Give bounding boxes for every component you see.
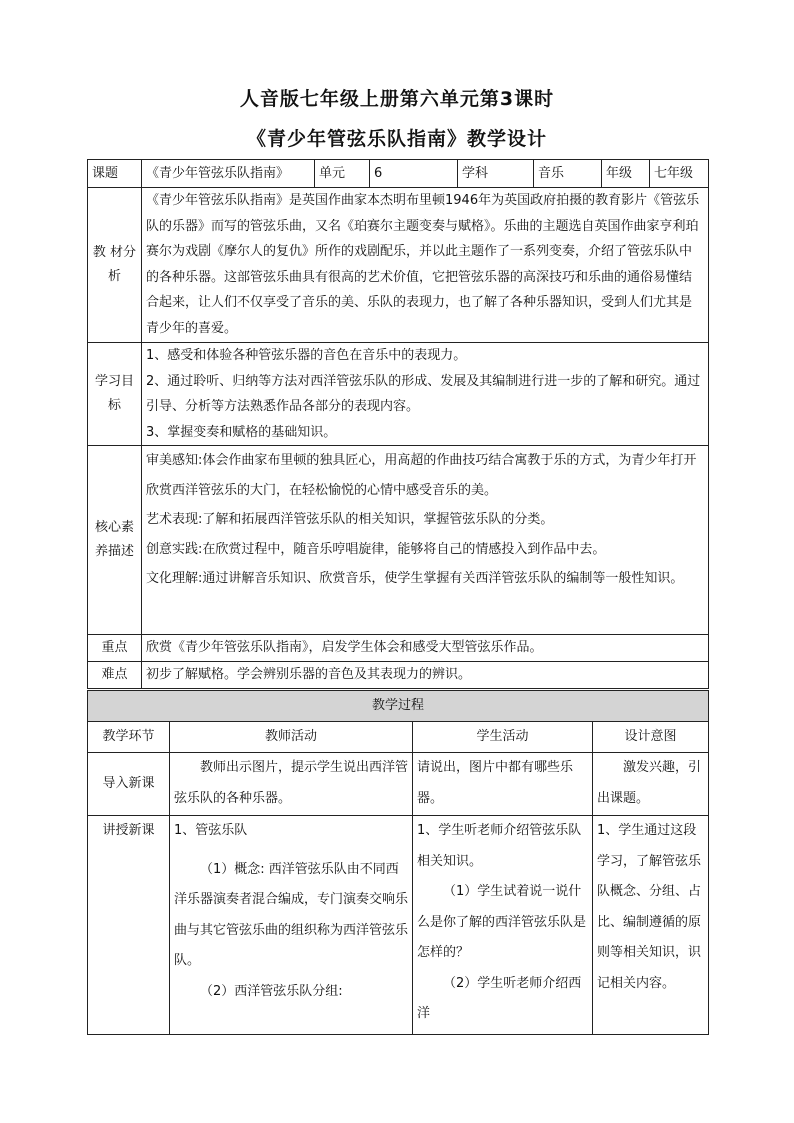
col-header-student: 学生活动 [413,722,593,753]
subject-value: 音乐 [534,160,602,188]
objectives-cell [142,343,709,446]
lecture-stage: 讲授新课 [88,816,170,1035]
topic-label: 课题 [88,160,142,188]
literacy-item: 审美感知:体会作曲家布里顿的独具匠心，用高超的作曲技巧结合寓教于乐的方式，为青少年打开欣赏西洋管弦乐的大门，在轻松愉悦的心情中感受音乐的美。 [146,453,697,498]
material-label: 教 材分析 [88,188,142,343]
topic-value: 《青少年管弦乐队指南》 [142,160,315,188]
intro-intent: 激发兴趣，引出课题。 [593,753,709,816]
material-text: 《青少年管弦乐队指南》是英国作曲家本杰明布里顿1946年为英国政府拍摄的教育影片《管弦乐队的乐器》而写的管弦乐曲，又名《珀赛尔主题变奏与赋格》。乐曲的主题选自英国作曲家亨利珀赛尔为戏剧《摩尔人的复仇》所作的戏剧配乐，并以此主题作了一系列变奏，介绍了管弦乐队中的各种乐器。这部管弦乐曲具有很高的艺术价值，它把管弦乐器的高深技巧和乐曲的通俗易懂结合起来，让人们不仅享受了音乐的美、乐队的表现力，也了解了各种乐器知识，受到人们尤其是青少年的喜爱。 [142,188,709,343]
process-title: 教学过程 [88,691,709,722]
key-point-label: 重点 [88,635,142,662]
subject-label: 学科 [458,160,534,188]
teacher-step: （2）西洋管弦乐队分组: [200,983,343,999]
document-title: 人音版七年级上册第六单元第3课时 [239,88,555,110]
document-subtitle: 《青少年管弦乐队指南》教学设计 [246,128,547,150]
student-step: （1）学生试着说一说什么是你了解的西洋管弦乐队是怎样的？ [417,884,587,960]
unit-label: 单元 [315,160,370,188]
col-header-stage: 教学环节 [88,722,170,753]
grade-label: 年级 [602,160,650,188]
student-step: （2）学生听老师介绍西洋 [417,975,582,1021]
literacy-item: 艺术表现:了解和拓展西洋管弦乐队的相关知识，掌握管弦乐队的分类。 [146,512,554,527]
unit-value: 6 [370,160,458,188]
intro-teacher: 教师出示图片，提示学生说出西洋管弦乐队的各种乐器。 [170,753,413,816]
intro-stage: 导入新课 [88,753,170,816]
key-point-text: 欣赏《青少年管弦乐队指南》，启发学生体会和感受大型管弦乐作品。 [142,635,709,662]
col-header-intent: 设计意图 [593,722,709,753]
intro-student: 请说出，图片中都有哪些乐器。 [413,753,593,816]
student-step: 1、学生听老师介绍管弦乐队相关知识。 [417,823,582,869]
literacy-item: 创意实践:在欣赏过程中，随音乐哼唱旋律，能够将自己的情感投入到作品中去。 [146,541,606,557]
grade-value: 七年级 [650,160,709,188]
process-table [87,690,709,1035]
objectives-label: 学习目标 [88,343,142,446]
literacy-label: 核心素养描述 [88,446,142,635]
lecture-student [413,816,593,1035]
objective-item: 2、通过聆听、归纳等方法对西洋管弦乐队的形成、发展及其编制进行进一步的了解和研究。通过引导、分析等方法熟悉作品各部分的表现内容。 [146,373,701,414]
lecture-teacher [170,816,413,1035]
difficulty-text: 初步了解赋格。学会辨别乐器的音色及其表现力的辨识。 [142,662,709,689]
teacher-step: （1）概念: 西洋管弦乐队由不同西洋乐器演奏者混合编成，专门演奏交响乐曲与其它管弦乐曲的组织称为西洋管弦乐队。 [174,861,409,968]
literacy-item: 文化理解:通过讲解音乐知识、欣赏音乐，使学生掌握有关西洋管弦乐队的编制等一般性知识。 [146,571,684,586]
teacher-step: 1、管弦乐队 [174,823,248,838]
difficulty-label: 难点 [88,662,142,689]
info-table [87,159,709,689]
lecture-intent: 1、学生通过这段学习，了解管弦乐队概念、分组、占比、编制遵循的原则等相关知识，识记相关内容。 [593,816,709,1035]
objective-item: 3、掌握变奏和赋格的基础知识。 [146,424,337,440]
literacy-cell [142,446,709,635]
col-header-teacher: 教师活动 [170,722,413,753]
objective-item: 1、感受和体验各种管弦乐器的音色在音乐中的表现力。 [146,348,467,363]
